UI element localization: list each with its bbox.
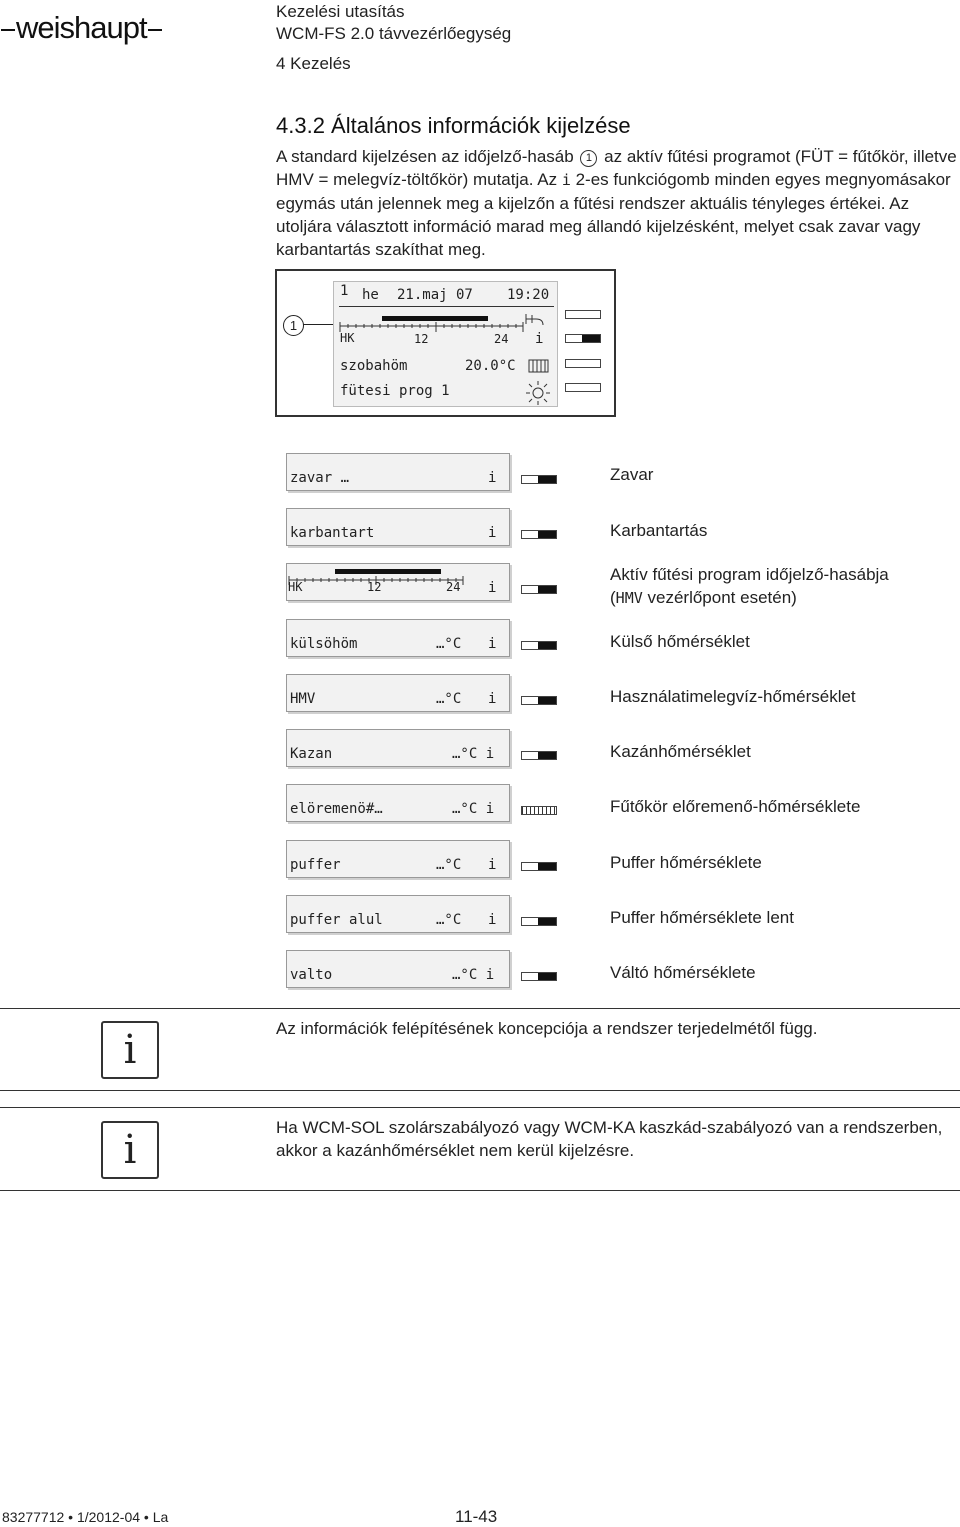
key-highlight	[582, 335, 600, 342]
time-bar-graph	[338, 312, 556, 334]
row-value: …°C i	[452, 746, 495, 762]
desc-rest: vezérlőpont esetén)	[647, 588, 797, 607]
lcd-divider	[339, 306, 554, 307]
radiator-key-icon[interactable]	[521, 806, 557, 815]
row-label: HMV	[290, 691, 316, 707]
info-row-dhw-temp	[286, 674, 510, 712]
row-label: zavar …	[290, 470, 350, 486]
info-note-icon	[101, 1021, 159, 1079]
callout-1: 1	[283, 315, 304, 336]
doc-title: Kezelési utasítás	[276, 2, 405, 21]
divider	[0, 1008, 960, 1009]
lcd-info-icon: i	[535, 331, 544, 347]
row-value: …°C	[436, 857, 462, 873]
time-bar-active	[382, 316, 488, 321]
row-value: …°C	[436, 636, 462, 652]
row-label: karbantart	[290, 525, 375, 541]
info-icon: i	[488, 857, 497, 873]
lcd-tick-24: 24	[494, 332, 509, 346]
note-text: Ha WCM-SOL szolárszabályozó vagy WCM-KA kaszkád-szabályozó van a rendszerben, akkor a kazánhőmérséklet nem kerül kijelzésre.	[276, 1118, 943, 1160]
info-icon: i	[488, 691, 497, 707]
tick-12: 12	[367, 580, 382, 594]
row-description: Puffer hőmérséklete	[610, 853, 762, 872]
brand-name: weishaupt	[16, 10, 147, 45]
page-number: 11-43	[455, 1507, 498, 1526]
hmv-code: HMV	[615, 589, 643, 607]
tick-24: 24	[446, 580, 461, 594]
brand-logo	[0, 10, 163, 46]
row-label: Kazan	[290, 746, 333, 762]
para-text-c: 2-es funkciógomb minden egyes megnyomásakor egymás után jelennek meg a kijelzőn a fűtési rendszer aktuális tényleges értékei. Az utoljára választott információ marad meg állandó kijelzésként, melyet csak zavar vagy karbantartás szakíthat meg.	[276, 170, 951, 259]
para-text-a: A standard kijelzésen az időjelző-hasáb	[276, 147, 574, 166]
info-icon: i	[488, 470, 497, 486]
paren: (	[610, 588, 616, 607]
function-key-4[interactable]	[565, 383, 601, 392]
info-key-button[interactable]	[521, 641, 557, 650]
lcd-tick-12: 12	[414, 332, 429, 346]
row-description: Kazánhőmérséklet	[610, 742, 751, 761]
row-description: Fűtőkör előremenő-hőmérséklete	[610, 797, 861, 816]
function-key-2[interactable]	[565, 334, 601, 343]
row-label: puffer alul	[290, 912, 383, 928]
info-row-buffer-low-temp	[286, 895, 510, 933]
lcd-time: 19:20	[507, 287, 550, 303]
info-key-button[interactable]	[521, 585, 557, 594]
row-label: külsöhöm	[290, 636, 358, 652]
info-key: i	[561, 171, 571, 189]
divider	[0, 1107, 960, 1108]
info-key-button[interactable]	[521, 475, 557, 484]
lcd-room-label: szobahöm	[340, 358, 408, 374]
divider	[0, 1090, 960, 1091]
tap-water-icon	[526, 314, 543, 325]
info-row-maintenance	[286, 508, 510, 546]
divider	[0, 1190, 960, 1191]
doc-subtitle: WCM-FS 2.0 távvezérlőegység	[276, 24, 512, 43]
hk-label: HK	[288, 580, 303, 594]
info-icon: i	[488, 580, 497, 596]
lcd-room-value: 20.0°C	[465, 358, 516, 374]
lcd-program-number: 1	[340, 283, 349, 299]
info-row-buffer-temp	[286, 840, 510, 878]
info-key-button[interactable]	[521, 530, 557, 539]
info-row-fault	[286, 453, 510, 491]
lcd-day: he	[362, 287, 379, 303]
time-bar-ticks	[340, 322, 523, 332]
row-label: elöremenö#…	[290, 801, 383, 817]
row-description: Használatimelegvíz-hőmérséklet	[610, 687, 856, 706]
info-row-exchanger-temp	[286, 950, 510, 988]
callout-marker: 1	[580, 150, 597, 167]
info-row-flow-temp	[286, 784, 510, 822]
info-row-outdoor-temp	[286, 619, 510, 657]
desc-line-1: Aktív fűtési program időjelző-hasábja	[610, 565, 889, 584]
info-key-button[interactable]	[521, 972, 557, 981]
info-glyph: i	[123, 1027, 137, 1073]
lcd-hk-label: HK	[340, 331, 355, 345]
row-value: …°C	[436, 912, 462, 928]
lcd-program-label: fütesi prog 1	[340, 383, 450, 399]
info-key-button[interactable]	[521, 696, 557, 705]
row-value: …°C i	[452, 801, 495, 817]
info-glyph: i	[123, 1127, 137, 1173]
callout-line	[303, 324, 336, 325]
row-description: Karbantartás	[610, 521, 708, 540]
note-text: Az információk felépítésének koncepciója a rendszer terjedelmétől függ.	[276, 1019, 818, 1038]
document-number: 83277712 • 1/2012-04 • La	[2, 1509, 169, 1525]
para-text-b: az aktív fűtési programot (FÜT = fűtőkör, illetve HMV = melegvíz-töltőkör) mutatja. Az	[276, 147, 957, 189]
row-label: valto	[290, 967, 333, 983]
info-note-icon	[101, 1121, 159, 1179]
info-row-time-bar	[286, 563, 510, 601]
info-icon: i	[488, 636, 497, 652]
info-icon: i	[488, 912, 497, 928]
info-key-button[interactable]	[521, 862, 557, 871]
row-value: …°C i	[452, 967, 495, 983]
section-paragraph	[276, 145, 958, 261]
row-value: …°C	[436, 691, 462, 707]
row-description: Zavar	[610, 465, 654, 484]
chapter-title: 4 Kezelés	[276, 54, 351, 73]
row-description: Külső hőmérséklet	[610, 632, 750, 651]
sun-icon	[525, 380, 551, 406]
info-key-button[interactable]	[521, 917, 557, 926]
info-key-button[interactable]	[521, 751, 557, 760]
desc-line-2	[610, 586, 889, 610]
info-row-boiler-temp	[286, 729, 510, 767]
radiator-icon	[528, 358, 550, 374]
info-icon: i	[488, 525, 497, 541]
row-description: Puffer hőmérséklete lent	[610, 908, 794, 927]
row-description: Váltó hőmérséklete	[610, 963, 756, 982]
row-description	[610, 563, 889, 610]
lcd-date: 21.maj 07	[397, 287, 473, 303]
function-key-3[interactable]	[565, 359, 601, 368]
row-label: puffer	[290, 857, 341, 873]
section-title: 4.3.2 Általános információk kijelzése	[276, 113, 631, 138]
function-key-1[interactable]	[565, 310, 601, 319]
